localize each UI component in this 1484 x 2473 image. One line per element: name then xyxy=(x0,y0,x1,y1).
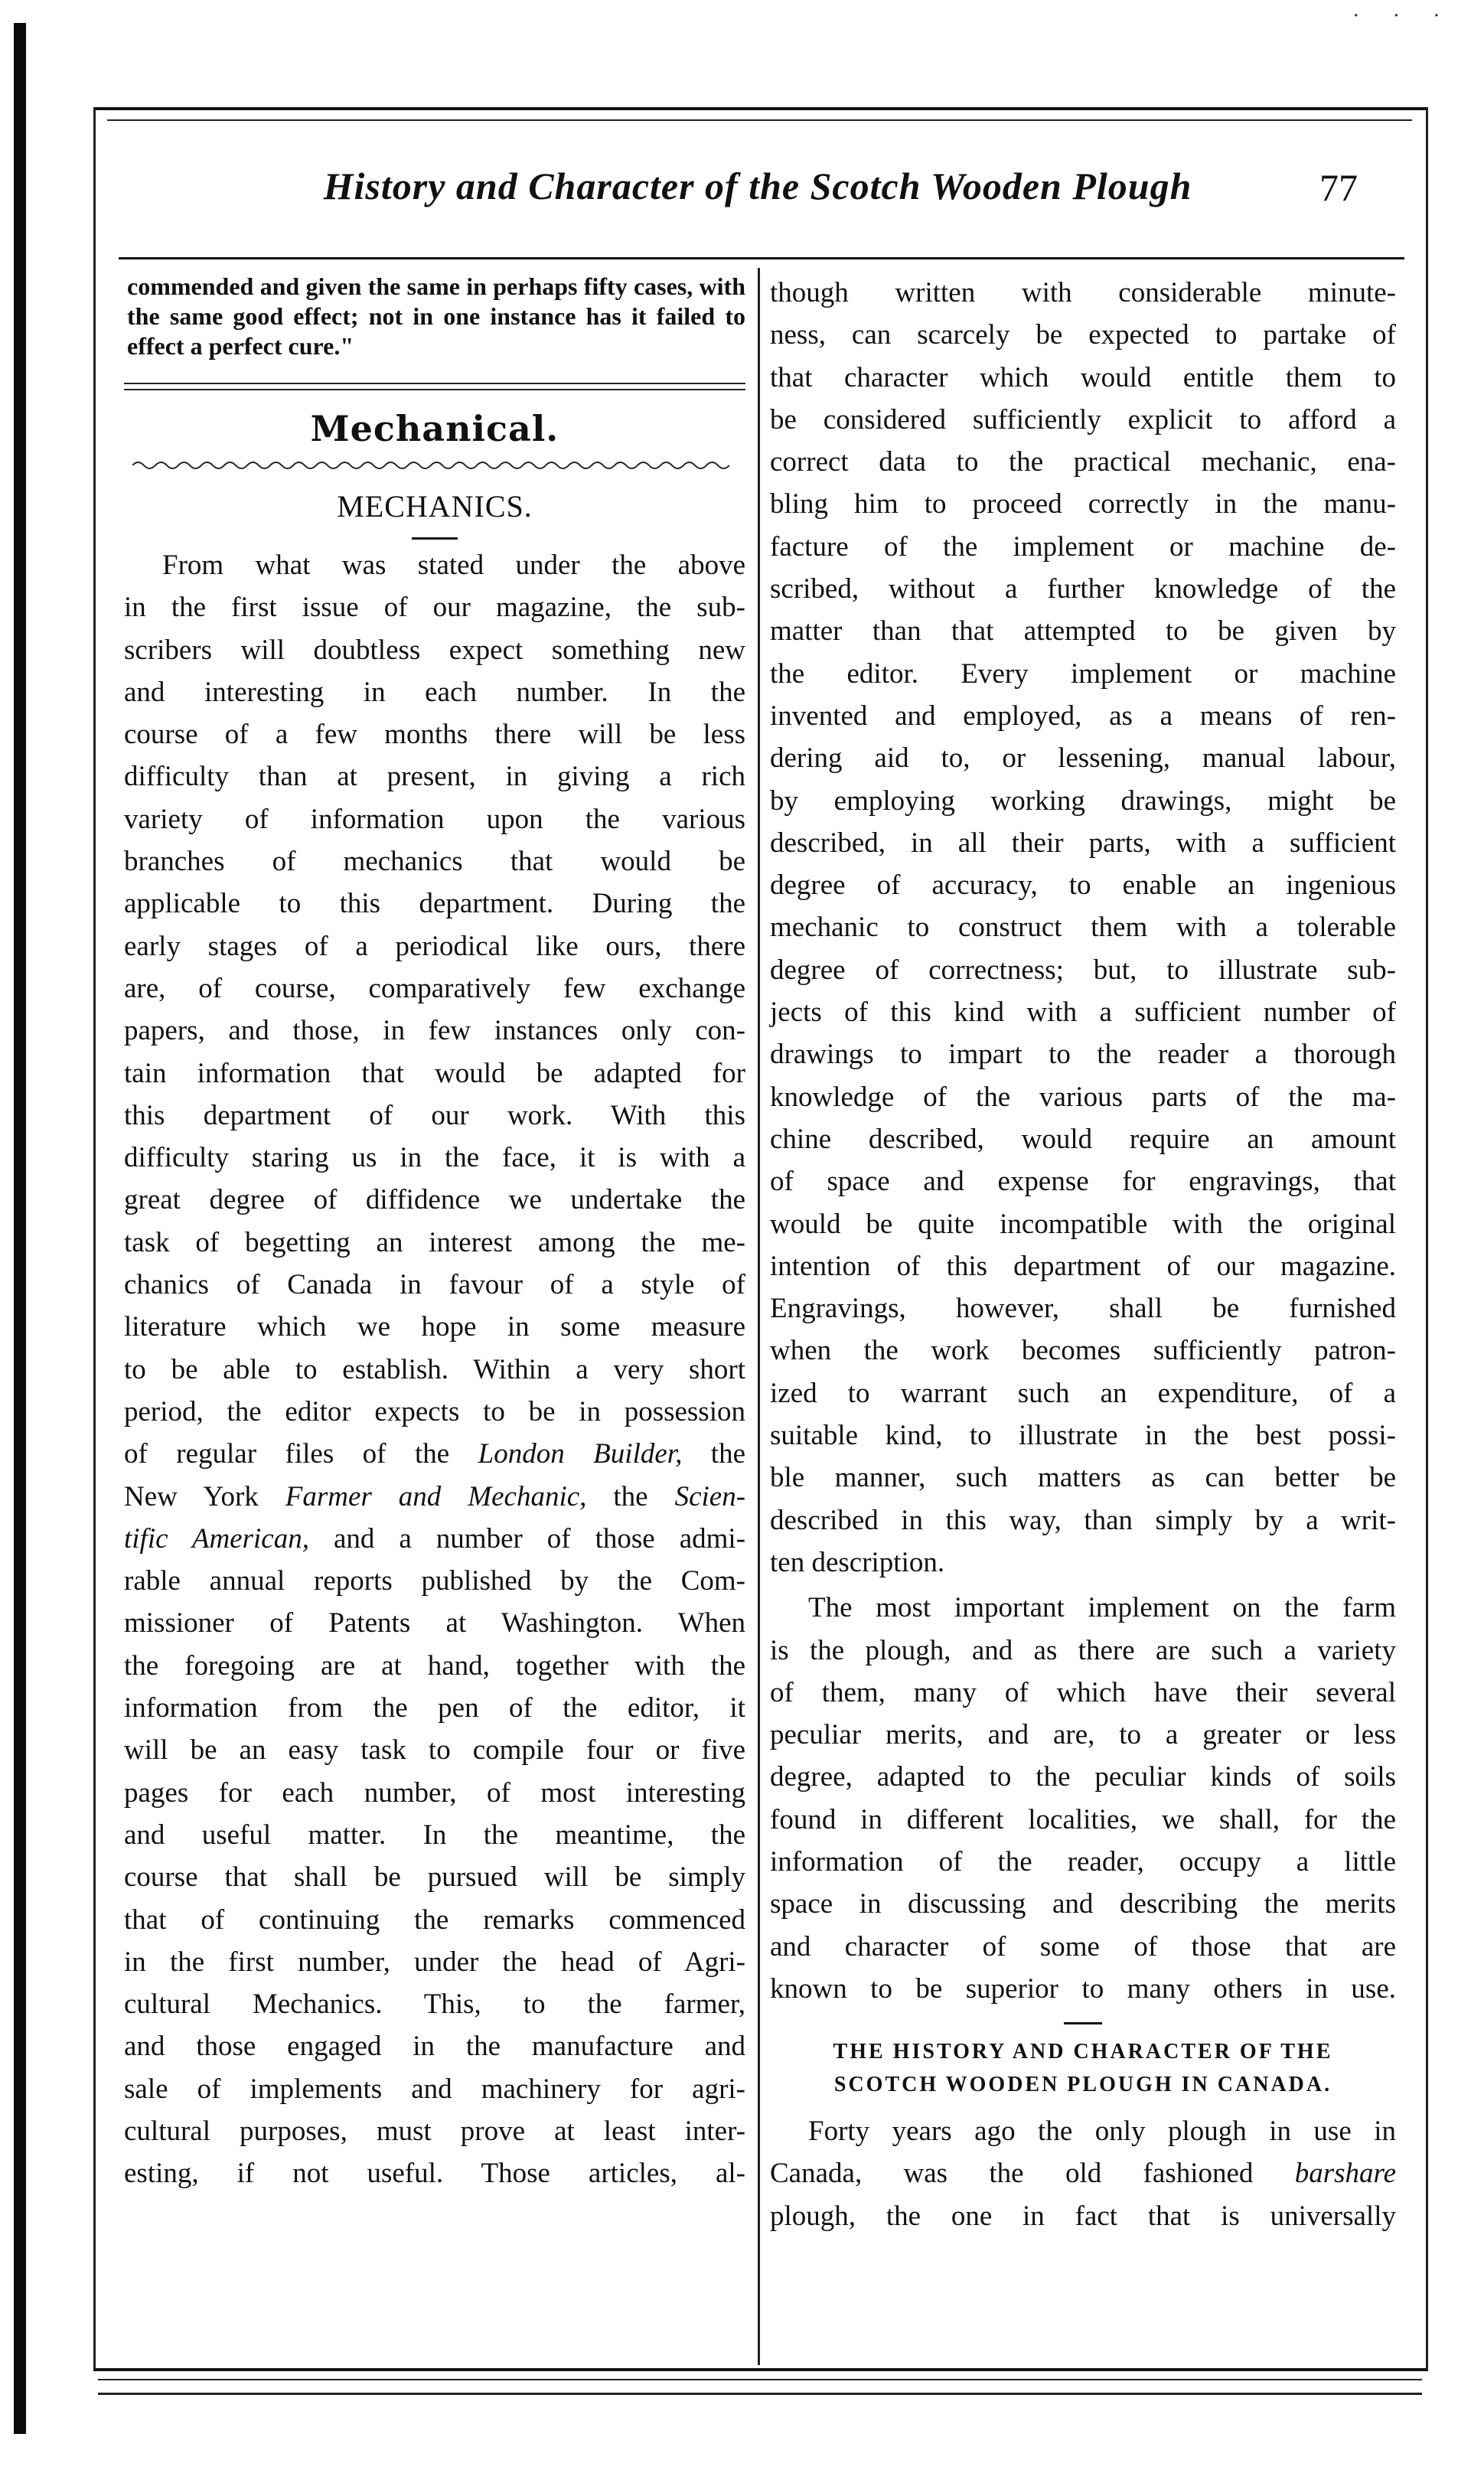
page-edge-bar xyxy=(14,23,26,2434)
body-line: course that shall be pursued will be simply xyxy=(124,1861,745,1894)
body-line: task of begetting an interest among the me- xyxy=(124,1226,745,1258)
body-line: intention of this department of our magazine. xyxy=(770,1250,1396,1282)
double-rule xyxy=(124,383,745,390)
body-line: applicable to this department. During the xyxy=(124,888,745,920)
body-line: information of the reader, occupy a little xyxy=(770,1845,1396,1878)
right-column xyxy=(770,272,1396,2237)
text-run: the xyxy=(710,1438,745,1470)
body-line: mechanic to construct them with a tolerable xyxy=(770,912,1396,944)
body-line: in the first number, under the head of Agri- xyxy=(124,1946,745,1978)
left-column xyxy=(124,272,745,2195)
body-line: this department of our work. With this xyxy=(124,1099,745,1131)
plough-intro-paragraph xyxy=(770,1587,1396,2010)
body-line: and those engaged in the manufacture and xyxy=(124,2031,745,2063)
wavy-rule xyxy=(132,456,737,475)
italic-title: Scien- xyxy=(674,1480,746,1512)
body-line: known to be superior to many others in use. xyxy=(770,1972,1396,2005)
body-line: suitable kind, to illustrate in the best possi- xyxy=(770,1420,1396,1452)
body-line: ized to warrant such an expenditure, of a xyxy=(770,1377,1396,1409)
body-line-mixed xyxy=(770,2152,1396,2194)
body-line: early stages of a periodical like ours, there xyxy=(124,930,745,962)
body-line: is the plough, and as there are such a variety xyxy=(770,1634,1396,1666)
body-line: knowledge of the various parts of the ma- xyxy=(770,1081,1396,1113)
body-line: of space and expense for engravings, that xyxy=(770,1166,1396,1198)
body-line: difficulty staring us in the face, it is with a xyxy=(124,1142,745,1174)
running-title: History and Character of the Scotch Wooden Plough xyxy=(323,165,1192,207)
body-line: to be able to establish. Within a very short xyxy=(124,1353,745,1385)
body-line: ten description. xyxy=(770,1546,945,1578)
subsection-title xyxy=(770,2035,1396,2101)
article-title: MECHANICS. xyxy=(337,489,533,524)
body-line: ness, can scarcely be expected to partake of xyxy=(770,319,1396,351)
body-line: the foregoing are at hand, together with the xyxy=(124,1649,745,1682)
body-line-mixed xyxy=(124,1518,745,1560)
text-run: and a number of those admi- xyxy=(333,1522,746,1555)
body-line: facture of the implement or machine de- xyxy=(770,530,1396,563)
article-body-continued xyxy=(770,272,1396,1584)
body-line: when the work becomes sufficiently patron- xyxy=(770,1335,1396,1367)
body-line: invented and employed, as a means of ren- xyxy=(770,700,1396,732)
body-line: cultural Mechanics. This, to the farmer, xyxy=(124,1989,745,2021)
body-line: and useful matter. In the meantime, the xyxy=(124,1819,745,1851)
body-line: ble manner, such matters as can better be xyxy=(770,1462,1396,1494)
body-line: chine described, would require an amount xyxy=(770,1123,1396,1155)
body-line: will be an easy task to compile four or five xyxy=(124,1734,745,1767)
body-line: that character which would entitle them to xyxy=(770,361,1396,393)
body-line: the editor. Every implement or machine xyxy=(770,657,1396,690)
body-line: difficulty than at present, in giving a rich xyxy=(124,761,745,793)
body-line-mixed xyxy=(124,1476,745,1518)
body-line: scribed, without a further knowledge of the xyxy=(770,573,1396,605)
italic-term: barshare xyxy=(1294,2158,1396,2190)
body-line: period, the editor expects to be in possession xyxy=(124,1395,745,1427)
body-line: by employing working drawings, might be xyxy=(770,785,1396,817)
body-line: correct data to the practical mechanic, ena- xyxy=(770,446,1396,478)
page-number: 77 xyxy=(1319,166,1358,209)
body-line: papers, and those, in few instances only con- xyxy=(124,1015,745,1047)
body-line: described in this way, than simply by a writ- xyxy=(770,1504,1396,1536)
body-line: esting, if not useful. Those articles, al- xyxy=(124,2158,745,2190)
body-line: plough, the one in fact that is universally xyxy=(770,2200,1396,2232)
body-line: though written with considerable minute- xyxy=(770,277,1396,308)
body-line: are, of course, comparatively few exchange xyxy=(124,972,745,1004)
body-line: information from the pen of the editor, it xyxy=(124,1692,745,1724)
body-line: peculiar merits, and are, to a greater or less xyxy=(770,1719,1396,1751)
body-line: sale of implements and machinery for agri- xyxy=(124,2073,745,2105)
body-line: and character of some of those that are xyxy=(770,1930,1396,1962)
frame-bottom-rule xyxy=(98,2379,1422,2380)
body-line: jects of this kind with a sufficient number of xyxy=(770,997,1396,1029)
body-line: course of a few months there will be less xyxy=(124,719,745,751)
body-line: scribers will doubtless expect something new xyxy=(124,634,745,666)
body-line: tain information that would be adapted for xyxy=(124,1057,745,1089)
body-line: in the first issue of our magazine, the sub- xyxy=(124,592,745,624)
body-line: branches of mechanics that would be xyxy=(124,846,745,878)
body-line: Forty years ago the only plough in use in xyxy=(808,2116,1396,2148)
body-line: literature which we hope in some measure xyxy=(124,1311,745,1343)
body-line: Engravings, however, shall be furnished xyxy=(770,1293,1396,1325)
body-line: matter than that attempted to be given by xyxy=(770,615,1396,648)
italic-title: tific American, xyxy=(124,1522,309,1555)
body-line: bling him to proceed correctly in the manu- xyxy=(770,488,1396,520)
body-line: rable annual reports published by the Com- xyxy=(124,1565,745,1597)
body-line: would be quite incompatible with the original xyxy=(770,1208,1396,1240)
body-line: The most important implement on the farm xyxy=(808,1592,1396,1624)
scan-dots: · · · xyxy=(1352,5,1453,28)
body-line: degree of accuracy, to enable an ingenious xyxy=(770,869,1396,902)
body-line: space in discussing and describing the merits xyxy=(770,1888,1396,1920)
body-line: degree, adapted to the peculiar kinds of soils xyxy=(770,1761,1396,1793)
body-line: cultural purposes, must prove at least inter- xyxy=(124,2115,745,2147)
body-line: great degree of diffidence we undertake the xyxy=(124,1184,745,1216)
body-line: be considered sufficiently explicit to afford a xyxy=(770,403,1396,436)
body-line-mixed xyxy=(124,1433,745,1475)
text-run: the xyxy=(613,1480,648,1512)
body-line: variety of information upon the various xyxy=(124,803,745,835)
body-line: and interesting in each number. In the xyxy=(124,676,745,708)
text-run: of regular files of the xyxy=(124,1438,450,1470)
subsection-title-line: SCOTCH WOODEN PLOUGH IN CANADA. xyxy=(833,2073,1332,2097)
body-line: drawings to impart to the reader a thorough xyxy=(770,1039,1396,1071)
frame-inner-rule xyxy=(107,119,1412,121)
body-line: found in different localities, we shall, for the xyxy=(770,1803,1396,1835)
body-line: that of continuing the remarks commenced xyxy=(124,1904,745,1936)
body-line: degree of correctness; but, to illustrate sub- xyxy=(770,954,1396,986)
quote-ending: commended and given the same in perhaps fifty cases, with the same good effect; not in one instance has it failed to effect a perfect cure." xyxy=(127,272,745,360)
text-run: Canada, was the old fashioned xyxy=(770,2158,1254,2190)
subsection-title-line: THE HISTORY AND CHARACTER OF THE xyxy=(833,2040,1333,2064)
subsection-body xyxy=(770,2110,1396,2237)
body-line: From what was stated under the above xyxy=(162,550,745,581)
body-line: missioner of Patents at Washington. When xyxy=(124,1607,745,1639)
section-dash xyxy=(1064,2022,1102,2024)
section-heading: Mechanical. xyxy=(310,408,559,449)
frame-bottom-rule-2 xyxy=(98,2393,1422,2395)
italic-title: London Builder, xyxy=(478,1438,683,1470)
body-line: of them, many of which have their several xyxy=(770,1676,1396,1708)
text-run: New York xyxy=(124,1480,259,1512)
body-line: chanics of Canada in favour of a style of xyxy=(124,1269,745,1301)
body-line: described, in all their parts, with a sufficient xyxy=(770,827,1396,859)
body-line: pages for each number, of most interesting xyxy=(124,1776,745,1809)
body-line: dering aid to, or lessening, manual labour, xyxy=(770,742,1396,775)
italic-title: Farmer and Mechanic, xyxy=(285,1480,587,1512)
title-dash xyxy=(412,537,458,540)
column-divider xyxy=(758,268,760,2365)
header-rule xyxy=(119,257,1404,259)
article-body xyxy=(124,544,745,2195)
